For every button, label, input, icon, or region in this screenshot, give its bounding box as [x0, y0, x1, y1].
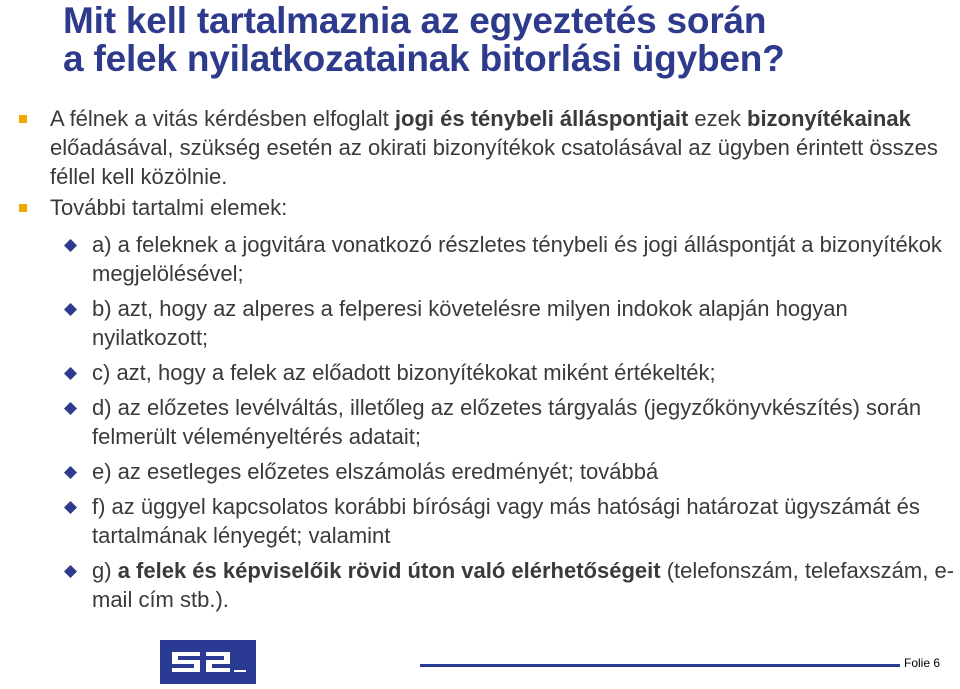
blue-diamond-bullet-icon [64, 239, 77, 252]
bullet-item-2 [0, 193, 960, 222]
slide-number: Folie 6 [904, 656, 941, 670]
orange-square-bullet-icon [19, 204, 27, 212]
bullet-1-text-b: ezek [688, 106, 747, 131]
bullet-1-text-a: A félnek a vitás kérdésben elfoglalt [50, 106, 395, 131]
slide-title-line-2: a felek nyilatkozatainak bitorlási ügyben? [63, 38, 785, 79]
blue-diamond-bullet-icon [64, 367, 77, 380]
blue-diamond-bullet-icon [64, 501, 77, 514]
sub-item-g-bold: a felek és képviselőik rövid úton való elérhetőségeit [117, 558, 661, 583]
sub-item-c-text: c) azt, hogy a felek az előadott bizonyítékokat miként értékelték; [92, 360, 716, 385]
sub-item-e [0, 457, 960, 486]
slide-body [0, 104, 960, 614]
blue-diamond-bullet-icon [64, 303, 77, 316]
sub-item-g [0, 556, 960, 614]
bullet-item-1 [0, 104, 960, 191]
bullet-2-text: További tartalmi elemek: [50, 195, 288, 220]
footer-rule [420, 664, 900, 667]
sub-item-d-text: d) az előzetes levélváltás, illetőleg az előzetes tárgyalás (jegyzőkönyvkészítés) során felmerült véleményeltérés adatait; [92, 395, 922, 449]
sub-item-a [0, 230, 960, 288]
bullet-1-bold-b: bizonyítékainak [747, 106, 911, 131]
orange-square-bullet-icon [19, 115, 27, 123]
bullet-1-text-c: előadásával, szükség esetén az okirati bizonyítékok csatolásával az ügyben érintett összes féllel kell közölnie. [50, 135, 938, 189]
s2-logo-icon [160, 640, 256, 684]
sub-item-f [0, 492, 960, 550]
sub-item-c [0, 358, 960, 387]
slide-title [63, 2, 953, 78]
blue-diamond-bullet-icon [64, 565, 77, 578]
sub-item-e-text: e) az esetleges előzetes elszámolás eredményét; továbbá [92, 459, 659, 484]
blue-diamond-bullet-icon [64, 402, 77, 415]
bullet-1-bold-a: jogi és ténybeli álláspontjait [394, 106, 689, 131]
blue-diamond-bullet-icon [64, 466, 77, 479]
sub-item-b-text: b) azt, hogy az alperes a felperesi követelésre milyen indokok alapján hogyan nyilatkozott; [92, 296, 848, 350]
sub-item-g-text-b: (telefonszám, telefaxszám, e-mail cím stb.). [92, 558, 955, 612]
slide-title-line-1: Mit kell tartalmaznia az egyeztetés során [63, 0, 767, 41]
sub-item-d [0, 393, 960, 451]
sub-item-b [0, 294, 960, 352]
sub-item-g-text-a: g) [92, 558, 118, 583]
sub-item-a-text: a) a feleknek a jogvitára vonatkozó részletes ténybeli és jogi álláspontját a bizonyítékok megjelölésével; [92, 232, 942, 286]
sub-item-f-text: f) az üggyel kapcsolatos korábbi bírósági vagy más hatósági határozat ügyszámát és tartalmának lényegét; valamint [92, 494, 920, 548]
